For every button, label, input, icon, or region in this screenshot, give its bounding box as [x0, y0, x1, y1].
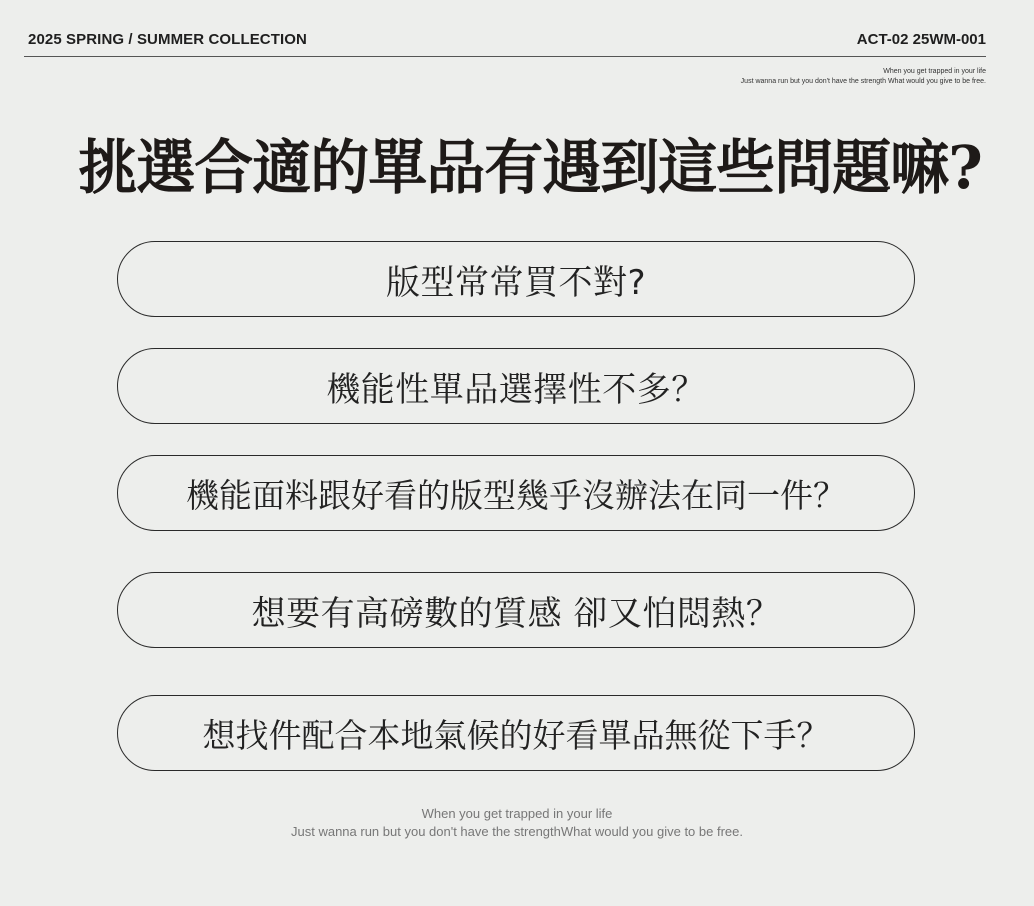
collection-label: 2025 SPRING / SUMMER COLLECTION: [28, 31, 307, 48]
question-text: 想找件配合本地氣候的好看單品無從下手？: [202, 715, 830, 755]
product-code: ACT-02 25WM-001: [856, 31, 986, 48]
question-pill-1: [117, 241, 915, 317]
header-tagline: [741, 67, 986, 87]
question-pill-5: [117, 695, 915, 771]
question-text: 版型常常買不對?: [385, 262, 647, 303]
footer-tagline: [0, 805, 1034, 841]
header-divider: [24, 56, 986, 57]
header-tagline-line1: When you get trapped in your life: [883, 68, 986, 75]
footer-line1: When you get trapped in your life: [421, 806, 613, 821]
question-pill-2: [117, 348, 915, 424]
header-tagline-line2: Just wanna run but you don't have the strength What would you give to be free.: [740, 78, 986, 85]
question-pill-3: [117, 455, 915, 531]
question-text: 機能性單品選擇性不多？: [326, 369, 706, 410]
footer-line2: Just wanna run but you don't have the strengthWhat would you give to be free.: [291, 824, 743, 839]
question-text: 機能面料跟好看的版型幾乎沒辦法在同一件？: [186, 475, 846, 515]
page-title: 挑選合適的單品有遇到這些問題嘛?: [78, 133, 982, 202]
question-text: 想要有高磅數的質感 卻又怕悶熱？: [251, 593, 781, 634]
question-pill-4: [117, 572, 915, 648]
